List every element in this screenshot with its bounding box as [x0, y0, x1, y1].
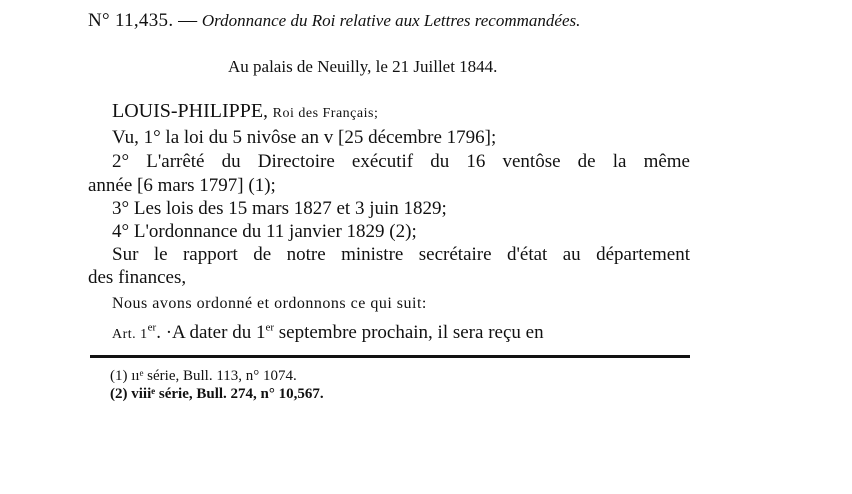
heading-dash: — — [173, 10, 202, 31]
king-title: Roi des Français; — [272, 106, 379, 121]
visa-4: 4° L'ordonnance du 11 janvier 1829 (2); — [112, 221, 417, 242]
visa-2: 2° L'arrêté du Directoire exécutif du 16 ventôse de la même — [112, 151, 690, 172]
visa-1: Vu, 1° la loi du 5 nivôse an v [25 décembre 1796]; — [112, 127, 497, 148]
article-label: Art. 1 — [112, 327, 148, 342]
article-label-sup: er — [147, 321, 157, 334]
visa-3: 3° Les lois des 15 mars 1827 et 3 juin 1829; — [112, 198, 447, 219]
ordained-line: Nous avons ordonné et ordonnons ce qui suit: — [112, 295, 427, 312]
report-line-continued: des finances, — [88, 267, 187, 288]
footnote-2: (2) viiiᵉ série, Bull. 274, n° 10,567. — [110, 386, 324, 402]
place-and-date: Au palais de Neuilly, le 21 Juillet 1844. — [228, 57, 498, 76]
article-date-sup: er — [265, 321, 274, 334]
report-line: Sur le rapport de notre ministre secrétaire d'état au département — [112, 244, 690, 265]
footnote-1: (1) ııᵉ série, Bull. 113, n° 1074. — [110, 368, 297, 384]
ordinance-number: N° 11,435. — [88, 10, 174, 31]
footnote-rule — [90, 355, 690, 358]
ordinance-heading — [88, 10, 580, 32]
king-name: LOUIS-PHILIPPE — [112, 100, 264, 122]
article-text: septembre prochain, il sera reçu en — [274, 322, 544, 343]
king-comma: , — [263, 101, 273, 122]
article-1 — [112, 322, 544, 346]
article-mid: . ·A dater du 1 — [156, 322, 266, 343]
king-line — [112, 100, 378, 125]
visa-2-continued: année [6 mars 1797] (1); — [88, 175, 276, 196]
ordinance-title: Ordonnance du Roi relative aux Lettres recommandées. — [201, 11, 581, 30]
